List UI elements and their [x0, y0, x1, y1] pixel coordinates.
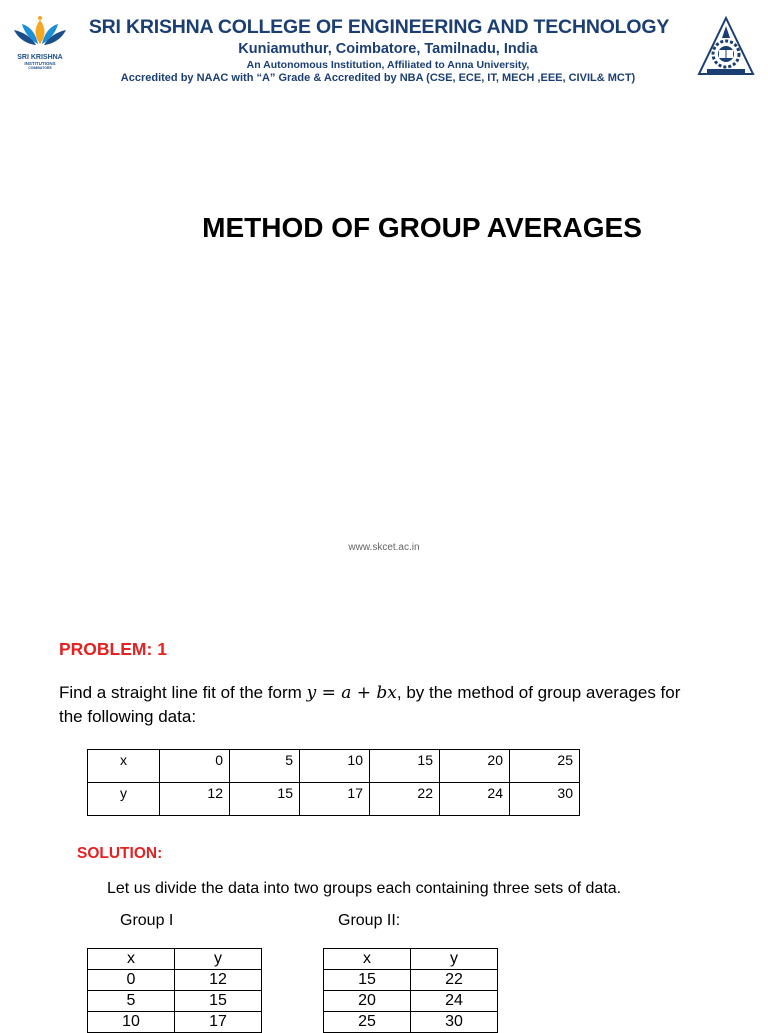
table-cell: 30: [411, 1012, 498, 1033]
table-cell: 20: [440, 750, 510, 783]
table-cell: 0: [88, 970, 175, 991]
table-cell: 12: [175, 970, 262, 991]
table-cell: 5: [230, 750, 300, 783]
table-cell: 17: [175, 1012, 262, 1033]
table-cell: 15: [370, 750, 440, 783]
group-2-table: [323, 948, 498, 1033]
solution-text: Let us divide the data into two groups each containing three sets of data.: [107, 880, 622, 897]
table-header-row: [88, 949, 262, 970]
table-cell: 17: [300, 783, 370, 816]
column-header: y: [175, 949, 262, 970]
gear-book-emblem-icon: [697, 16, 755, 78]
problem-data-table: [87, 749, 580, 816]
table-row: [88, 991, 262, 1012]
table-cell: 20: [324, 991, 411, 1012]
table-cell: 10: [300, 750, 370, 783]
college-accreditation: Accredited by NAAC with “A” Grade & Accredited by NBA (CSE, ECE, IT, MECH ,EEE, CIVIL& MCT): [120, 72, 636, 84]
table-cell: 15: [175, 991, 262, 1012]
problem-equation: y = a + bx: [306, 683, 397, 703]
brand-line-3: COIMBATORE: [28, 66, 52, 70]
table-row-label: y: [88, 783, 160, 816]
table-cell: 0: [160, 750, 230, 783]
column-header: y: [411, 949, 498, 970]
table-row: [88, 970, 262, 991]
table-cell: 15: [324, 970, 411, 991]
table-row: [324, 970, 498, 991]
table-cell: 22: [370, 783, 440, 816]
group-1-label: Group I: [120, 912, 174, 929]
table-cell: 15: [230, 783, 300, 816]
table-cell: 22: [411, 970, 498, 991]
column-header: x: [88, 949, 175, 970]
college-name: SRI KRISHNA COLLEGE OF ENGINEERING AND TECHNOLOGY: [88, 16, 670, 38]
problem-text-before: Find a straight line fit of the form: [59, 683, 307, 702]
table-row: [88, 783, 580, 816]
page-title: METHOD OF GROUP AVERAGES: [202, 212, 642, 243]
brand-line-2: INSTITUTIONS: [24, 61, 56, 66]
group-1-table: [87, 948, 262, 1033]
college-autonomous-status: An Autonomous Institution, Affiliated to Anna University,: [246, 59, 530, 71]
university-logo: [697, 16, 755, 78]
brand-line-1: SRI KRISHNA: [17, 54, 63, 61]
table-row-label: x: [88, 750, 160, 783]
college-location: Kuniamuthur, Coimbatore, Tamilnadu, India: [238, 41, 538, 57]
brand-name: [8, 54, 72, 71]
solution-heading: SOLUTION:: [77, 845, 163, 862]
lotus-emblem-icon: [8, 14, 72, 54]
table-header-row: [324, 949, 498, 970]
table-cell: 25: [324, 1012, 411, 1033]
table-row: [88, 750, 580, 783]
problem-text-after: , by the method of group averages for the following data:: [59, 683, 681, 726]
table-row: [324, 991, 498, 1012]
table-cell: 24: [440, 783, 510, 816]
table-cell: 24: [411, 991, 498, 1012]
table-row: [88, 1012, 262, 1033]
column-header: x: [324, 949, 411, 970]
problem-statement: [59, 681, 699, 729]
group-2-label: Group II:: [338, 912, 401, 929]
website-url: www.skcet.ac.in: [348, 542, 420, 553]
table-cell: 25: [510, 750, 580, 783]
table-cell: 5: [88, 991, 175, 1012]
table-cell: 10: [88, 1012, 175, 1033]
problem-heading: PROBLEM: 1: [59, 639, 167, 659]
table-cell: 30: [510, 783, 580, 816]
table-cell: 12: [160, 783, 230, 816]
college-logo: [8, 14, 72, 78]
table-row: [324, 1012, 498, 1033]
